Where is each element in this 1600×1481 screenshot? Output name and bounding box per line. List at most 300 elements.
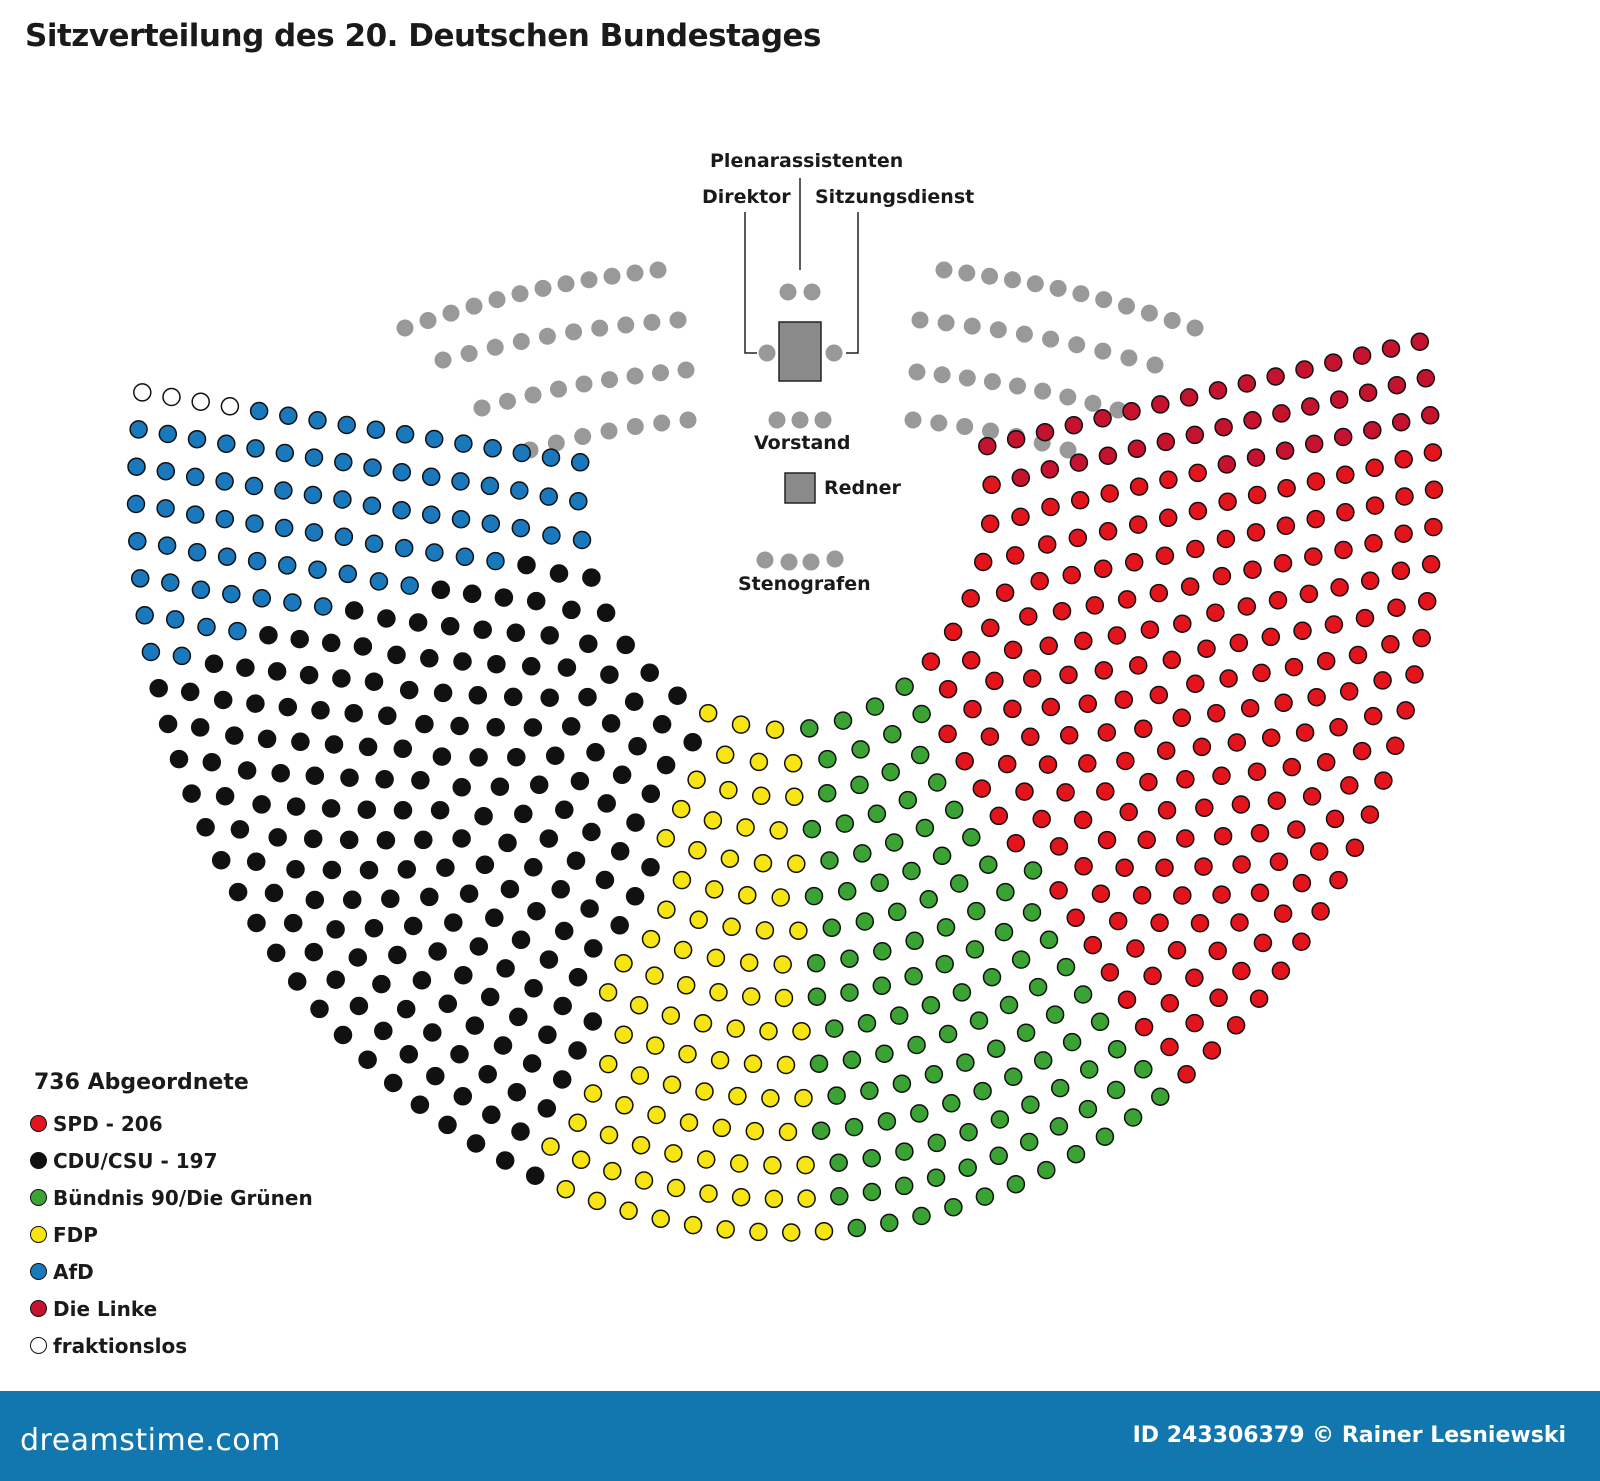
seat-b-ndnis-90-die-gr-nen: [823, 919, 840, 936]
seat-spd: [1100, 523, 1117, 540]
seat-spd: [1275, 905, 1292, 922]
seat-die-linke: [1335, 429, 1352, 446]
seat-spd: [1067, 909, 1084, 926]
seat-fdp: [633, 1137, 650, 1154]
seat-fdp: [786, 788, 803, 805]
seat-fdp: [720, 782, 737, 799]
staff-seat: [1050, 280, 1067, 297]
seat-cdu-csu: [292, 733, 309, 750]
seat-b-ndnis-90-die-gr-nen: [971, 1012, 988, 1029]
seat-fdp: [713, 1119, 730, 1136]
seat-b-ndnis-90-die-gr-nen: [881, 1214, 898, 1231]
seat-cdu-csu: [239, 762, 256, 779]
staff-seat: [781, 554, 798, 571]
seat-spd: [1141, 621, 1158, 638]
seat-b-ndnis-90-die-gr-nen: [1050, 1118, 1067, 1135]
seat-cdu-csu: [584, 1013, 601, 1030]
seat-spd: [1300, 585, 1317, 602]
leader-line-sitzungsdienst: [846, 212, 858, 353]
seat-cdu-csu: [476, 856, 493, 873]
seat-cdu-csu: [366, 920, 383, 937]
seat-spd: [1158, 742, 1175, 759]
seat-spd: [1040, 756, 1057, 773]
staff-seat: [627, 368, 644, 385]
seat-cdu-csu: [528, 903, 545, 920]
seat-fdp: [648, 1107, 665, 1124]
seat-spd: [1233, 856, 1250, 873]
seat-spd: [1325, 616, 1342, 633]
seat-spd: [1042, 699, 1059, 716]
seat-spd: [1362, 572, 1379, 589]
seat-fdp: [790, 922, 807, 939]
seat-cdu-csu: [499, 834, 516, 851]
seat-fdp: [712, 1052, 729, 1069]
seat-fdp: [681, 1114, 698, 1131]
seat-fraktionslos: [221, 398, 238, 415]
seat-cdu-csu: [552, 881, 569, 898]
seat-die-linke: [1099, 447, 1116, 464]
seat-fdp: [793, 1023, 810, 1040]
seat-b-ndnis-90-die-gr-nen: [905, 968, 922, 985]
seat-cdu-csu: [587, 744, 604, 761]
seat-fdp: [760, 1023, 777, 1040]
seat-afd: [157, 500, 174, 517]
seat-spd: [1395, 525, 1412, 542]
seat-b-ndnis-90-die-gr-nen: [1022, 1096, 1039, 1113]
seat-spd: [1163, 651, 1180, 668]
seat-spd: [1079, 755, 1096, 772]
seat-spd: [1075, 632, 1092, 649]
legend-item: [30, 1216, 313, 1253]
seat-afd: [574, 532, 591, 549]
seat-afd: [423, 468, 440, 485]
seat-spd: [1268, 792, 1285, 809]
seat-spd: [1099, 832, 1116, 849]
seat-afd: [129, 533, 146, 550]
seat-die-linke: [1388, 377, 1405, 394]
seat-b-ndnis-90-die-gr-nen: [1125, 1109, 1142, 1126]
seat-cdu-csu: [388, 646, 405, 663]
seat-b-ndnis-90-die-gr-nen: [1005, 1068, 1022, 1085]
legend: [30, 1070, 313, 1364]
seat-cdu-csu: [375, 1022, 392, 1039]
seat-afd: [159, 426, 176, 443]
seat-fdp: [657, 830, 674, 847]
seat-spd: [1198, 640, 1215, 657]
seat-spd: [1127, 940, 1144, 957]
seat-spd: [1161, 1039, 1178, 1056]
staff-seat: [650, 262, 667, 279]
seat-spd: [1208, 705, 1225, 722]
seat-b-ndnis-90-die-gr-nen: [976, 1188, 993, 1205]
seat-fdp: [585, 1085, 602, 1102]
seat-die-linke: [1325, 354, 1342, 371]
seat-afd: [130, 421, 147, 438]
seat-fdp: [601, 1127, 618, 1144]
seat-afd: [218, 435, 235, 452]
seat-b-ndnis-90-die-gr-nen: [980, 856, 997, 873]
seat-afd: [246, 478, 263, 495]
seat-spd: [1054, 603, 1071, 620]
staff-seat: [643, 314, 660, 331]
seat-cdu-csu: [327, 921, 344, 938]
staff-seat: [539, 328, 556, 345]
legend-label: Die Linke: [53, 1296, 158, 1321]
seat-spd: [1238, 598, 1255, 615]
seat-afd: [128, 496, 145, 513]
seat-fdp: [710, 984, 727, 1001]
seat-spd: [1007, 835, 1024, 852]
staff-seat: [1147, 357, 1164, 374]
seat-cdu-csu: [389, 947, 406, 964]
seat-spd: [964, 701, 981, 718]
staff-seat: [1004, 271, 1021, 288]
seat-cdu-csu: [455, 967, 472, 984]
seat-b-ndnis-90-die-gr-nen: [936, 956, 953, 973]
seat-afd: [159, 537, 176, 554]
seat-spd: [1101, 964, 1118, 981]
staff-seat: [652, 364, 669, 381]
seat-b-ndnis-90-die-gr-nen: [946, 801, 963, 818]
seat-cdu-csu: [230, 884, 247, 901]
seat-b-ndnis-90-die-gr-nen: [925, 1066, 942, 1083]
seat-afd: [393, 464, 410, 481]
staff-seat: [1118, 298, 1135, 315]
seat-cdu-csu: [583, 824, 600, 841]
seat-cdu-csu: [411, 1096, 428, 1113]
seat-cdu-csu: [335, 1027, 352, 1044]
seat-spd: [1388, 599, 1405, 616]
seat-b-ndnis-90-die-gr-nen: [878, 1113, 895, 1130]
seat-fdp: [569, 1114, 586, 1131]
seat-cdu-csu: [253, 796, 270, 813]
seat-cdu-csu: [483, 1106, 500, 1123]
seat-b-ndnis-90-die-gr-nen: [1013, 951, 1030, 968]
staff-seat: [574, 428, 591, 445]
seat-fdp: [668, 1180, 685, 1197]
seat-cdu-csu: [266, 885, 283, 902]
seat-b-ndnis-90-die-gr-nen: [896, 1143, 913, 1160]
seat-spd: [1110, 913, 1127, 930]
seat-spd: [1213, 568, 1230, 585]
seat-afd: [423, 506, 440, 523]
seat-spd: [1382, 636, 1399, 653]
seat-fdp: [690, 911, 707, 928]
seat-cdu-csu: [627, 888, 644, 905]
seat-afd: [275, 482, 292, 499]
seat-spd: [1051, 838, 1068, 855]
legend-color-dot: [30, 1263, 47, 1280]
seat-b-ndnis-90-die-gr-nen: [1018, 1024, 1035, 1041]
seat-spd: [1012, 508, 1029, 525]
seat-spd: [1275, 694, 1292, 711]
seat-spd: [1231, 914, 1248, 931]
seat-cdu-csu: [305, 830, 322, 847]
seat-fdp: [770, 822, 787, 839]
seat-cdu-csu: [495, 589, 512, 606]
seat-b-ndnis-90-die-gr-nen: [934, 847, 951, 864]
seat-spd: [1244, 561, 1261, 578]
seat-cdu-csu: [495, 1037, 512, 1054]
seat-cdu-csu: [442, 618, 459, 635]
seat-fdp: [696, 1083, 713, 1100]
seat-cdu-csu: [424, 1024, 441, 1041]
seat-cdu-csu: [248, 853, 265, 870]
seat-spd: [997, 584, 1014, 601]
seat-cdu-csu: [206, 655, 223, 672]
seat-spd: [1159, 802, 1176, 819]
seat-fdp: [772, 889, 789, 906]
seat-cdu-csu: [395, 802, 412, 819]
seat-fdp: [776, 990, 793, 1007]
seat-fdp: [783, 1224, 800, 1241]
seat-fdp: [688, 771, 705, 788]
seat-spd: [1272, 962, 1289, 979]
seat-cdu-csu: [539, 1026, 556, 1043]
seat-afd: [192, 581, 209, 598]
staff-seat: [1084, 395, 1101, 412]
seat-b-ndnis-90-die-gr-nen: [988, 1040, 1005, 1057]
seat-spd: [1097, 783, 1114, 800]
seat-cdu-csu: [432, 802, 449, 819]
seat-cdu-csu: [531, 776, 548, 793]
staff-seat: [466, 298, 483, 315]
staff-seat: [535, 280, 552, 297]
seat-spd: [1354, 743, 1371, 760]
seat-afd: [309, 412, 326, 429]
seat-spd: [1177, 830, 1194, 847]
seat-cdu-csu: [470, 938, 487, 955]
seat-spd: [1186, 969, 1203, 986]
seat-spd: [1330, 872, 1347, 889]
staff-seat: [525, 387, 542, 404]
seat-cdu-csu: [617, 636, 634, 653]
seat-die-linke: [1186, 426, 1203, 443]
seat-afd: [338, 417, 355, 434]
seat-spd: [1406, 666, 1423, 683]
seat-cdu-csu: [366, 673, 383, 690]
seat-cdu-csu: [642, 859, 659, 876]
seat-cdu-csu: [268, 944, 285, 961]
seat-cdu-csu: [454, 1088, 471, 1105]
staff-seat: [627, 265, 644, 282]
seat-afd: [452, 473, 469, 490]
seat-spd: [1277, 517, 1294, 534]
seat-cdu-csu: [203, 754, 220, 771]
seat-b-ndnis-90-die-gr-nen: [854, 845, 871, 862]
seat-spd: [1189, 464, 1206, 481]
seat-spd: [1075, 858, 1092, 875]
seat-spd: [1022, 728, 1039, 745]
seat-b-ndnis-90-die-gr-nen: [884, 726, 901, 743]
seat-b-ndnis-90-die-gr-nen: [1038, 1162, 1055, 1179]
seat-die-linke: [1037, 424, 1054, 441]
seat-b-ndnis-90-die-gr-nen: [1041, 931, 1058, 948]
label-plenarassistenten: Plenarassistenten: [710, 150, 904, 172]
staff-seat: [938, 314, 955, 331]
seat-fdp: [664, 1076, 681, 1093]
seat-spd: [1119, 991, 1136, 1008]
legend-label: SPD - 206: [53, 1111, 163, 1136]
seat-cdu-csu: [398, 1001, 415, 1018]
seat-afd: [370, 573, 387, 590]
staff-seat: [581, 271, 598, 288]
seat-spd: [939, 725, 956, 742]
seat-spd: [1131, 478, 1148, 495]
seat-cdu-csu: [231, 821, 248, 838]
seat-spd: [1249, 487, 1266, 504]
legend-color-dot: [30, 1300, 47, 1317]
seat-fdp: [788, 855, 805, 872]
seat-fdp: [673, 872, 690, 889]
seat-cdu-csu: [349, 949, 366, 966]
seat-cdu-csu: [341, 831, 358, 848]
seat-cdu-csu: [437, 859, 454, 876]
seat-spd: [1117, 753, 1134, 770]
staff-seat: [1187, 320, 1204, 337]
seat-cdu-csu: [556, 801, 573, 818]
seat-spd: [1253, 664, 1270, 681]
legend-color-dot: [30, 1226, 47, 1243]
staff-seat: [565, 323, 582, 340]
seat-cdu-csu: [505, 688, 522, 705]
seat-fdp: [707, 949, 724, 966]
seat-b-ndnis-90-die-gr-nen: [806, 888, 823, 905]
seat-spd: [1233, 963, 1250, 980]
seat-fdp: [542, 1138, 559, 1155]
staff-seat: [443, 305, 460, 322]
leader-line-direktor: [745, 212, 757, 353]
seat-afd: [543, 449, 560, 466]
seat-cdu-csu: [513, 931, 530, 948]
staff-seat: [558, 275, 575, 292]
seat-b-ndnis-90-die-gr-nen: [945, 1199, 962, 1216]
seat-cdu-csu: [333, 670, 350, 687]
seat-afd: [247, 440, 264, 457]
seat-spd: [1367, 497, 1384, 514]
seat-spd: [990, 807, 1007, 824]
seat-spd: [1330, 719, 1347, 736]
seat-spd: [1283, 759, 1300, 776]
staff-seat: [601, 423, 618, 440]
staff-seat: [1095, 291, 1112, 308]
seat-cdu-csu: [541, 689, 558, 706]
seat-die-linke: [1331, 391, 1348, 408]
seat-spd: [1005, 641, 1022, 658]
seat-spd: [1095, 560, 1112, 577]
seat-fdp: [631, 997, 648, 1014]
seat-spd: [1331, 579, 1348, 596]
seat-fdp: [700, 705, 717, 722]
staff-seat: [1164, 312, 1181, 329]
staff-seat: [627, 418, 644, 435]
seat-spd: [1156, 547, 1173, 564]
staff-seat: [1009, 378, 1026, 395]
staff-seat: [670, 312, 687, 329]
seat-fdp: [679, 1046, 696, 1063]
seat-die-linke: [1215, 419, 1232, 436]
seat-b-ndnis-90-die-gr-nen: [1081, 1061, 1098, 1078]
seat-spd: [1263, 729, 1280, 746]
seat-afd: [397, 426, 414, 443]
seat-fdp: [600, 984, 617, 1001]
seat-spd: [1396, 488, 1413, 505]
seat-spd: [1365, 535, 1382, 552]
seat-spd: [1307, 511, 1324, 528]
seat-cdu-csu: [596, 872, 613, 889]
staff-seat: [804, 284, 821, 301]
seat-cdu-csu: [488, 656, 505, 673]
seat-spd: [1220, 670, 1237, 687]
seat-fdp: [604, 1163, 621, 1180]
seat-cdu-csu: [527, 1167, 544, 1184]
seat-cdu-csu: [524, 1055, 541, 1072]
seat-cdu-csu: [554, 998, 571, 1015]
seat-fdp: [573, 1151, 590, 1168]
seat-fdp: [615, 1026, 632, 1043]
seat-fdp: [723, 918, 740, 935]
seat-spd: [1305, 548, 1322, 565]
seat-fdp: [652, 1210, 669, 1227]
seat-cdu-csu: [470, 749, 487, 766]
seat-afd: [335, 528, 352, 545]
seat-spd: [1217, 531, 1234, 548]
seat-fdp: [557, 1181, 574, 1198]
seat-cdu-csu: [603, 715, 620, 732]
seat-afd: [279, 557, 296, 574]
seat-afd: [284, 594, 301, 611]
seat-cdu-csu: [346, 602, 363, 619]
seat-b-ndnis-90-die-gr-nen: [913, 1208, 930, 1225]
staff-seat: [591, 320, 608, 337]
seat-spd: [1293, 933, 1310, 950]
seat-spd: [1346, 839, 1363, 856]
seat-b-ndnis-90-die-gr-nen: [928, 1134, 945, 1151]
seat-spd: [1144, 967, 1161, 984]
seat-cdu-csu: [421, 888, 438, 905]
seat-spd: [1174, 615, 1191, 632]
seat-spd: [975, 554, 992, 571]
seat-b-ndnis-90-die-gr-nen: [826, 1020, 843, 1037]
seat-afd: [543, 527, 560, 544]
seat-spd: [1425, 519, 1442, 536]
seat-spd: [1413, 630, 1430, 647]
seat-spd: [1361, 806, 1378, 823]
seat-b-ndnis-90-die-gr-nen: [908, 1037, 925, 1054]
seat-fdp: [774, 956, 791, 973]
seat-spd: [1060, 666, 1077, 683]
seat-fdp: [704, 812, 721, 829]
seat-cdu-csu: [507, 624, 524, 641]
seat-spd: [1341, 777, 1358, 794]
seat-die-linke: [1306, 435, 1323, 452]
seat-cdu-csu: [192, 719, 209, 736]
seat-spd: [1024, 670, 1041, 687]
seat-die-linke: [1065, 417, 1082, 434]
legend-item: [30, 1142, 313, 1179]
seat-cdu-csu: [379, 707, 396, 724]
seat-fdp: [764, 1157, 781, 1174]
seat-cdu-csu: [410, 614, 427, 631]
seat-b-ndnis-90-die-gr-nen: [813, 1122, 830, 1139]
seat-spd: [1209, 942, 1226, 959]
seat-spd: [1101, 485, 1118, 502]
staff-seat: [513, 333, 530, 350]
seat-b-ndnis-90-die-gr-nen: [1068, 1146, 1085, 1163]
seat-b-ndnis-90-die-gr-nen: [966, 941, 983, 958]
seat-b-ndnis-90-die-gr-nen: [874, 943, 891, 960]
staff-seat: [1059, 389, 1076, 406]
